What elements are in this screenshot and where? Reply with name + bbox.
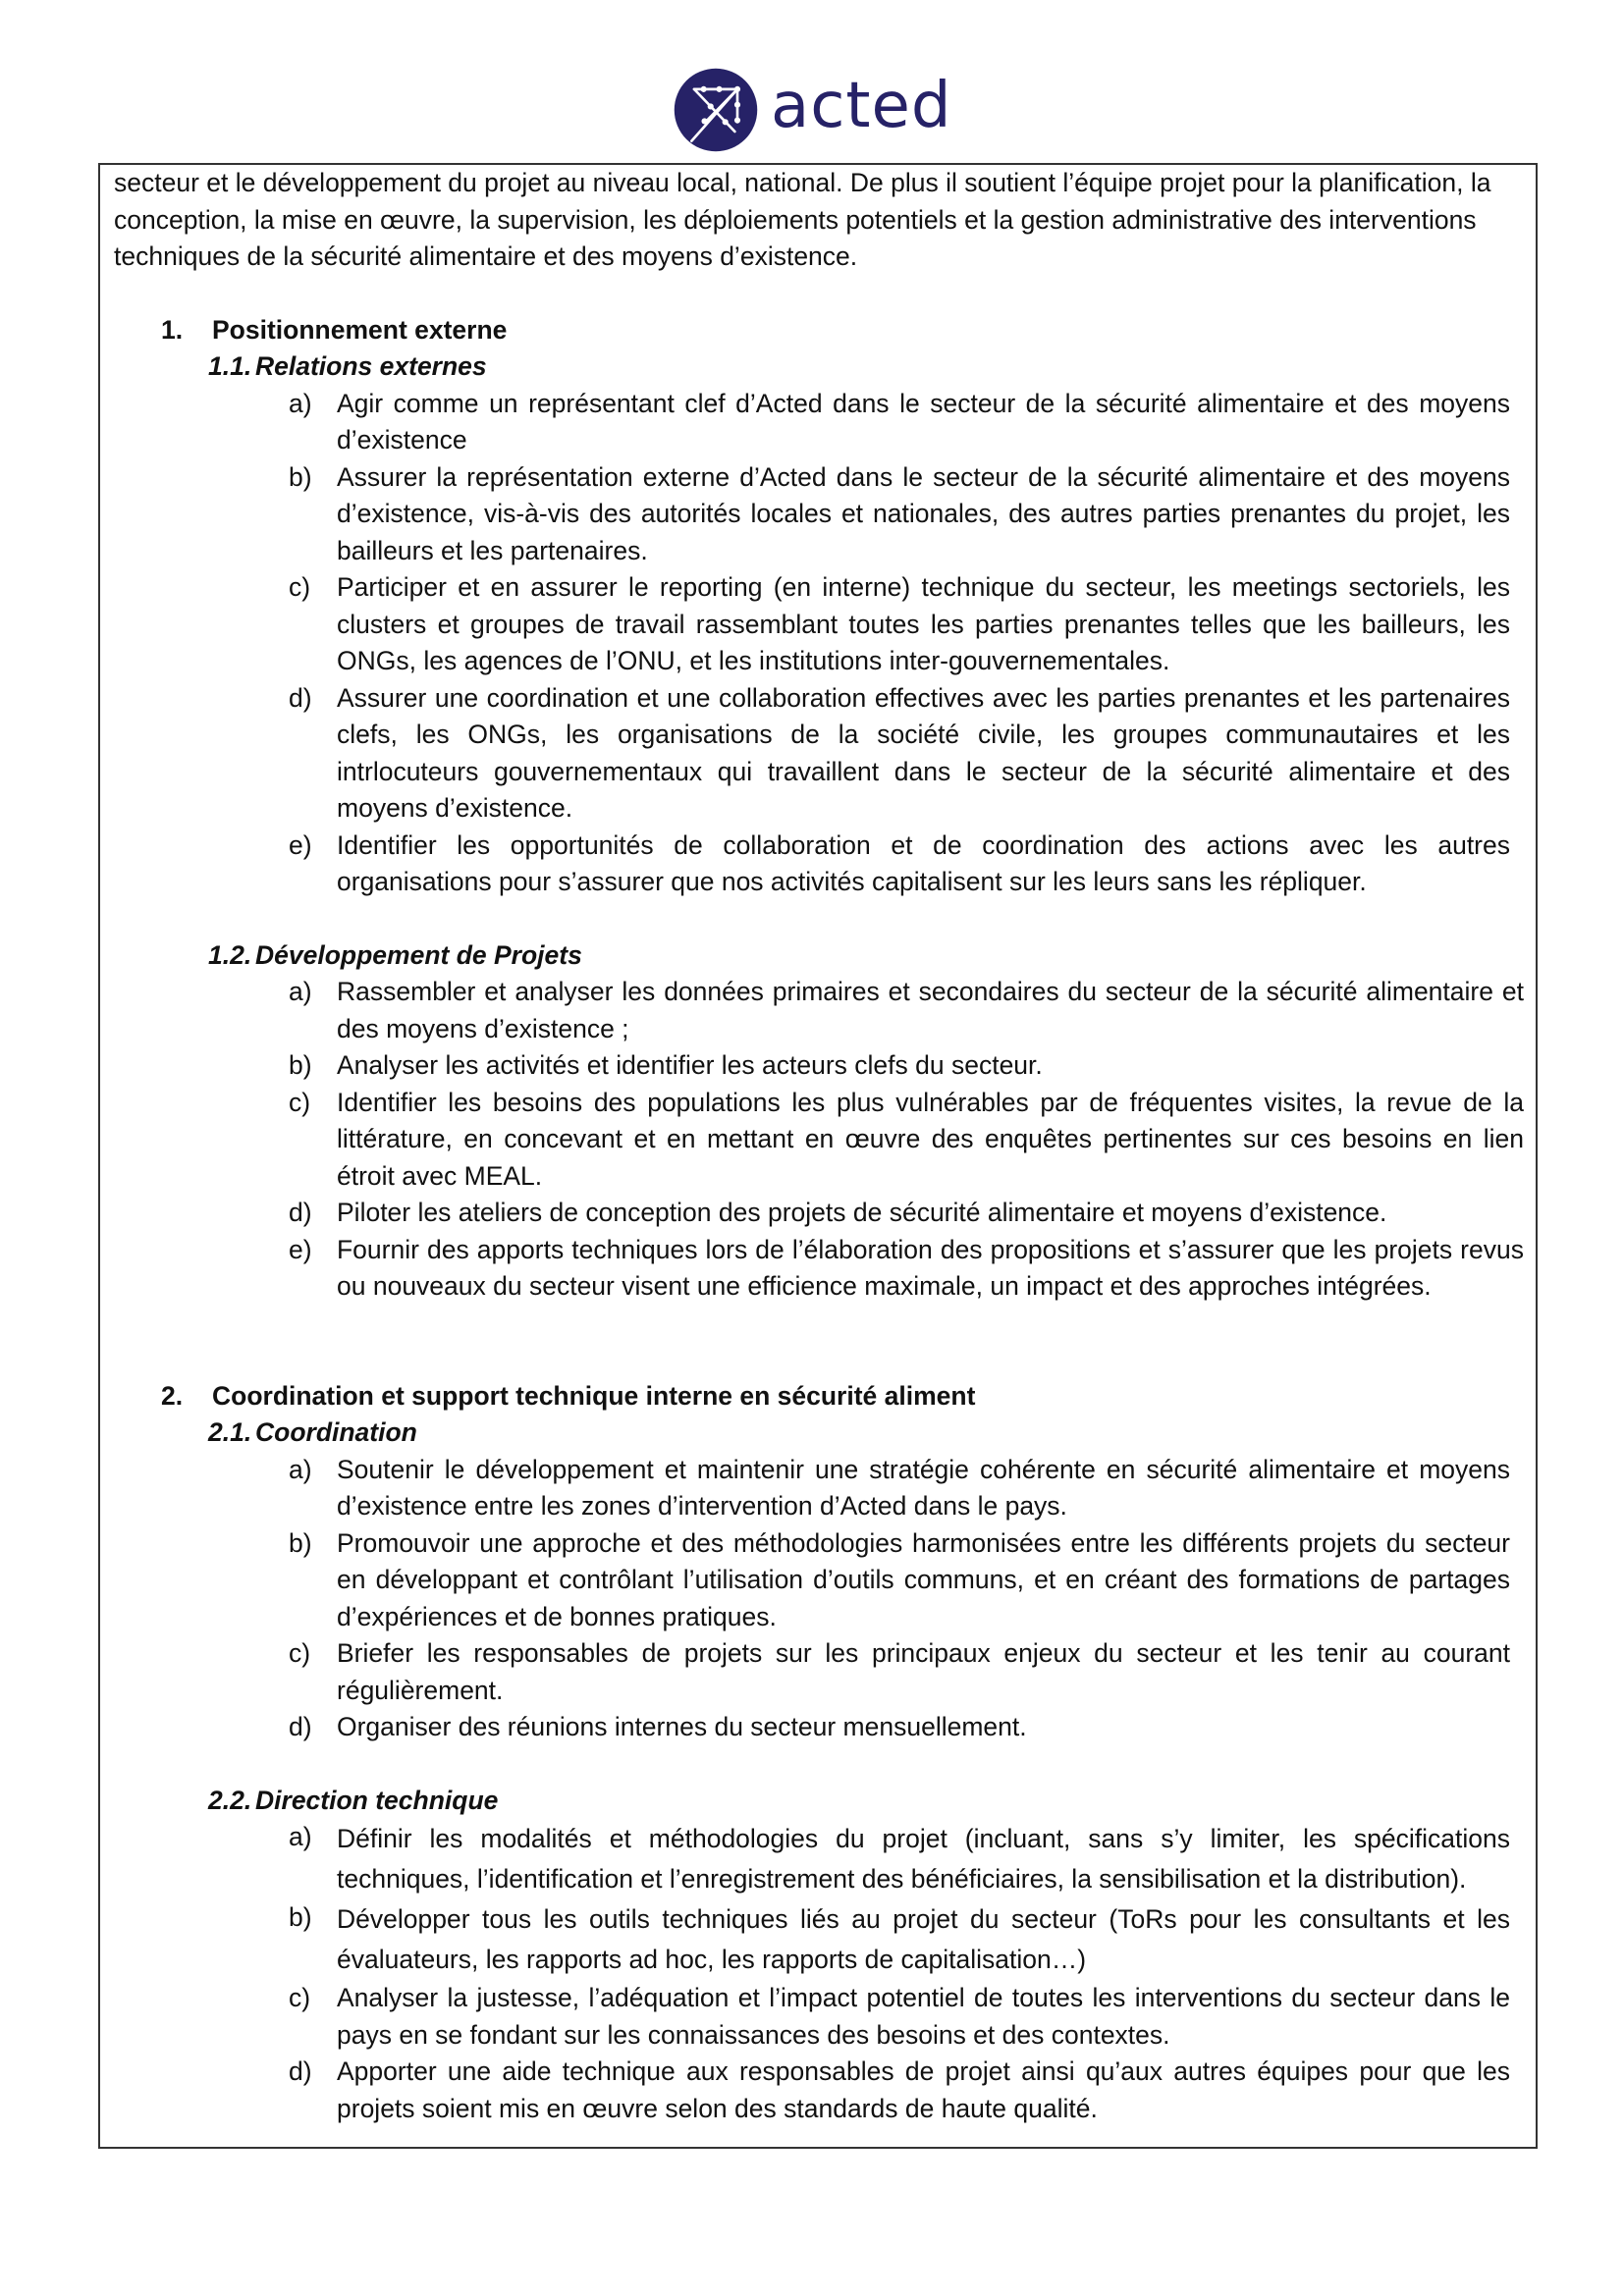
list-item <box>114 1980 1524 2054</box>
acted-logo <box>673 61 952 159</box>
list-item <box>114 1709 1524 1746</box>
item-text: Fournir des apports techniques lors de l’élaboration des propositions et s’assurer que les projets revus ou nouveaux du secteur visent une efficience maximale, un impact et des approches intégrées. <box>337 1234 1524 1301</box>
item-list <box>114 1819 1524 2127</box>
item-text: Développer tous les outils techniques liés au projet du secteur (ToRs pour les consultants et les évaluateurs, les rapports ad hoc, les rapports de capitalisation…) <box>337 1904 1510 1974</box>
list-item <box>114 1899 1524 1980</box>
list-item <box>114 1635 1524 1709</box>
item-list <box>114 1452 1524 1746</box>
subsection-heading <box>114 1783 1524 1820</box>
item-letter: a) <box>289 388 312 418</box>
list-item <box>114 569 1524 680</box>
item-letter: c) <box>289 1638 311 1668</box>
section-heading <box>114 1378 1524 1415</box>
item-text: Rassembler et analyser les données primaires et secondaires du secteur de la sécurité alimentaire et des moyens d’existence ; <box>337 977 1524 1043</box>
subsection-title: Coordination <box>255 1417 417 1447</box>
item-letter: b) <box>289 1527 312 1558</box>
item-letter: c) <box>289 1087 311 1117</box>
subsection-heading <box>114 1415 1524 1452</box>
list-item <box>114 1085 1524 1196</box>
list-item <box>114 974 1524 1047</box>
item-text: Analyser les activités et identifier les acteurs clefs du secteur. <box>337 1050 1043 1080</box>
section-number: 2. <box>161 1380 184 1411</box>
section-title: Coordination et support technique interne en sécurité aliment <box>212 1380 976 1411</box>
item-list <box>114 386 1524 901</box>
item-list <box>114 974 1524 1306</box>
item-text: Identifier les opportunités de collaboration et de coordination des actions avec les autres organisations pour s’assurer que nos activités capitalisent sur les leurs sans les répliquer. <box>337 829 1510 896</box>
item-text: Piloter les ateliers de conception des projets de sécurité alimentaire et moyens d’existence. <box>337 1198 1387 1227</box>
item-text: Assurer une coordination et une collaboration effectives avec les parties prenantes et les partenaires clefs, les ONGs, les organisations de la société civile, les groupes communautaires et les intrlocuteurs gouvernementaux qui travaillent dans le secteur de la sécurité alimentaire et des moyens d’existence. <box>337 682 1510 823</box>
list-item <box>114 1232 1524 1306</box>
item-letter: a) <box>289 1454 312 1484</box>
item-text: Soutenir le développement et maintenir une stratégie cohérente en sécurité alimentaire et moyens d’existence entre les zones d’intervention d’Acted dans le pays. <box>337 1454 1510 1521</box>
spacer <box>114 901 1524 937</box>
item-text: Assurer la représentation externe d’Acted dans le secteur de la sécurité alimentaire et des moyens d’existence, vis-à-vis des autorités locales et nationales, des autres parties prenantes du projet, les bailleurs et les partenaires. <box>337 461 1510 565</box>
item-letter: d) <box>289 682 312 713</box>
item-text: Apporter une aide technique aux responsables de projet ainsi qu’aux autres équipes pour que les projets soient mis en œuvre selon des standards de haute qualité. <box>337 2056 1510 2123</box>
item-text: Agir comme un représentant clef d’Acted dans le secteur de la sécurité alimentaire et des moyens d’existence <box>337 388 1510 454</box>
list-item <box>114 680 1524 828</box>
subsection-number: 1.2. <box>208 939 252 970</box>
item-text: Organiser des réunions internes du secteur mensuellement. <box>337 1712 1027 1741</box>
item-text: Définir les modalités et méthodologies du projet (incluant, sans s’y limiter, les spécifications techniques, l’identification et l’enregistrement des bénéficiaires, la sensibilisation et la distribution). <box>337 1824 1510 1894</box>
list-item <box>114 1195 1524 1232</box>
spacer <box>114 1746 1524 1783</box>
section-heading <box>114 312 1524 349</box>
item-text: Identifier les besoins des populations les plus vulnérables par de fréquentes visites, la revue de la littérature, en concevant et en mettant en œuvre des enquêtes pertinentes sur ces besoins en lien étroit avec MEAL. <box>337 1087 1524 1191</box>
item-text: Participer et en assurer le reporting (en interne) technique du secteur, les meetings sectoriels, les clusters et groupes de travail rassemblant toutes les parties prenantes telles que les bailleurs, les ONGs, les agences de l’ONU, et les institutions inter-gouvernementales. <box>337 572 1510 675</box>
document-body <box>114 165 1524 2127</box>
subsection-number: 1.1. <box>208 351 252 381</box>
subsection-title: Relations externes <box>255 351 487 381</box>
item-letter: d) <box>289 1712 312 1741</box>
list-item <box>114 828 1524 901</box>
list-item <box>114 459 1524 570</box>
subsection-heading <box>114 348 1524 386</box>
item-letter: a) <box>289 1822 312 1851</box>
logo-wordmark: acted <box>771 70 952 142</box>
section-title: Positionnement externe <box>212 314 508 345</box>
subsection-heading <box>114 937 1524 975</box>
item-letter: b) <box>289 1902 312 1932</box>
list-item <box>114 1047 1524 1085</box>
item-letter: e) <box>289 1234 312 1264</box>
list-item <box>114 1525 1524 1636</box>
item-letter: b) <box>289 461 312 492</box>
subsection-title: Développement de Projets <box>255 939 582 970</box>
list-item <box>114 1452 1524 1525</box>
list-item <box>114 386 1524 459</box>
item-letter: a) <box>289 977 312 1006</box>
spacer <box>114 1306 1524 1378</box>
item-letter: d) <box>289 1198 312 1227</box>
subsection-number: 2.2. <box>208 1785 252 1815</box>
item-text: Promouvoir une approche et des méthodologies harmonisées entre les différents projets du secteur en développant et contrôlant l’utilisation d’outils communs, et en créant des formations de partages d’expériences et de bonnes pratiques. <box>337 1527 1510 1631</box>
subsection-number: 2.1. <box>208 1417 252 1447</box>
acted-emblem-icon <box>673 67 759 153</box>
section-number: 1. <box>161 314 184 345</box>
item-letter: b) <box>289 1050 312 1080</box>
item-letter: e) <box>289 829 312 860</box>
item-text: Analyser la justesse, l’adéquation et l’impact potentiel de toutes les interventions du secteur dans le pays en se fondant sur les connaissances des besoins et des contextes. <box>337 1983 1510 2050</box>
item-letter: d) <box>289 2056 312 2086</box>
item-letter: c) <box>289 1983 311 2012</box>
list-item <box>114 2054 1524 2127</box>
intro-paragraph: secteur et le développement du projet au niveau local, national. De plus il soutient l’équipe projet pour la planification, la conception, la mise en œuvre, la supervision, les déploiements potentiels et la gestion administrative des interventions techniques de la sécurité alimentaire et des moyens d’existence. <box>114 168 1491 271</box>
subsection-title: Direction technique <box>255 1785 499 1815</box>
item-text: Briefer les responsables de projets sur les principaux enjeux du secteur et les tenir au courant régulièrement. <box>337 1638 1510 1705</box>
list-item <box>114 1819 1524 1899</box>
item-letter: c) <box>289 572 311 602</box>
